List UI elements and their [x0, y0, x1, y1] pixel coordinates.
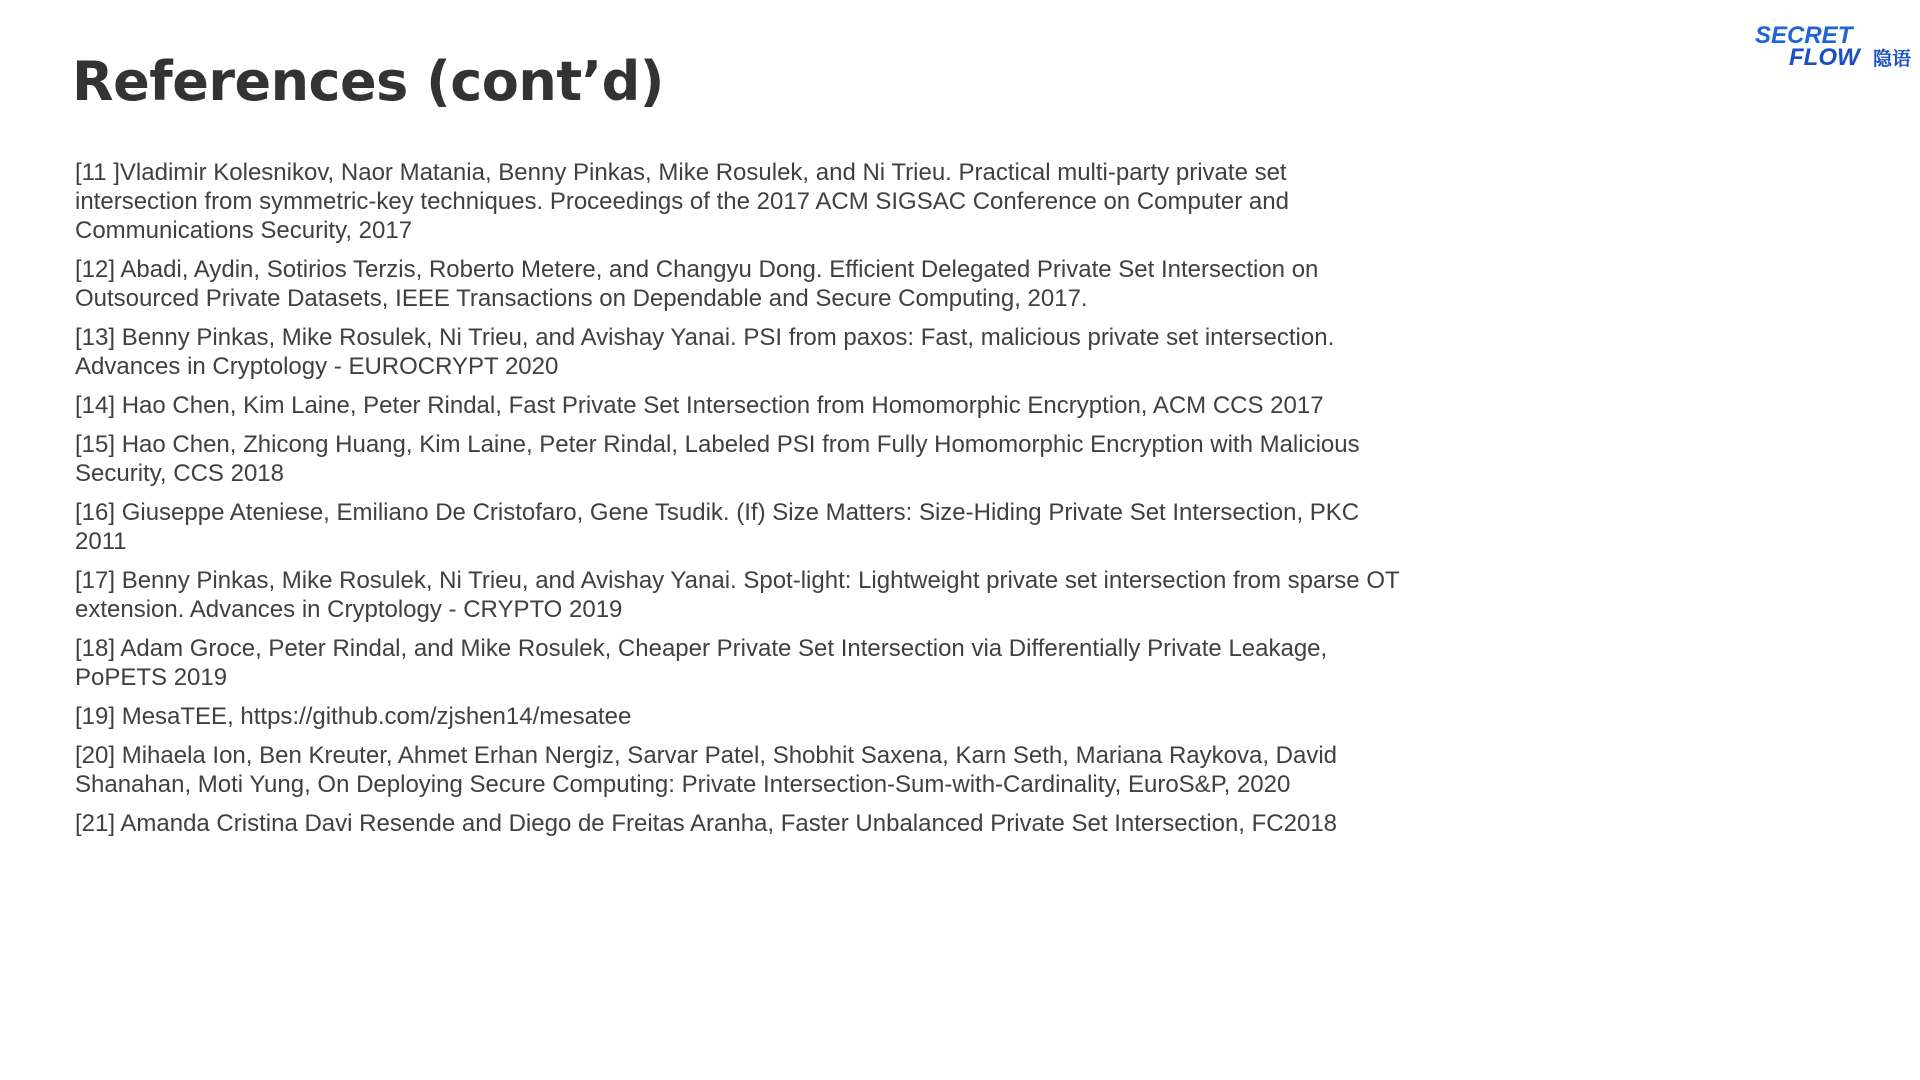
- reference-item: [12] Abadi, Aydin, Sotirios Terzis, Roberto Metere, and Changyu Dong. Efficient Delegated Private Set Intersection on Outsourced Private Datasets, IEEE Transactions on Dependable and Secure Computing, 2017.: [75, 256, 1319, 312]
- secretflow-logo: [1755, 24, 1915, 74]
- reference-item: [18] Adam Groce, Peter Rindal, and Mike Rosulek, Cheaper Private Set Intersection via Differentially Private Leakage, PoPETS 2019: [75, 635, 1328, 691]
- reference-item: [15] Hao Chen, Zhicong Huang, Kim Laine, Peter Rindal, Labeled PSI from Fully Homomorphic Encryption with Malicious Security, CCS 2018: [75, 431, 1360, 487]
- logo-text-flow: FLOW: [1789, 44, 1860, 71]
- logo-text-chinese: 隐语: [1873, 48, 1912, 70]
- reference-item: [21] Amanda Cristina Davi Resende and Diego de Freitas Aranha, Faster Unbalanced Private Set Intersection, FC2018: [75, 810, 1338, 837]
- reference-item: [16] Giuseppe Ateniese, Emiliano De Cristofaro, Gene Tsudik. (If) Size Matters: Size-Hiding Private Set Intersection, PKC 2011: [75, 499, 1360, 555]
- reference-item: [14] Hao Chen, Kim Laine, Peter Rindal, Fast Private Set Intersection from Homomorphic Encryption, ACM CCS 2017: [75, 392, 1324, 419]
- reference-item: [13] Benny Pinkas, Mike Rosulek, Ni Trieu, and Avishay Yanai. PSI from paxos: Fast, malicious private set intersection. Advances in Cryptology - EUROCRYPT 2020: [75, 324, 1335, 380]
- slide-title: References (cont’d): [72, 50, 664, 113]
- logo-text-secret: SECRET: [1755, 22, 1853, 49]
- reference-item: [17] Benny Pinkas, Mike Rosulek, Ni Trieu, and Avishay Yanai. Spot-light: Lightweight private set intersection from sparse OT extension. Advances in Cryptology - CRYPTO 2019: [75, 567, 1400, 623]
- reference-item: [19] MesaTEE, https://github.com/zjshen14/mesatee: [75, 703, 632, 730]
- reference-item: [11 ]Vladimir Kolesnikov, Naor Matania, Benny Pinkas, Mike Rosulek, and Ni Trieu. Practical multi-party private set intersection from symmetric-key techniques. Proceedings of the 2017 ACM SIGSAC Conference on Computer and Communications Security, 2017: [75, 159, 1289, 244]
- reference-list: [75, 158, 1405, 848]
- reference-item: [20] Mihaela Ion, Ben Kreuter, Ahmet Erhan Nergiz, Sarvar Patel, Shobhit Saxena, Karn Seth, Mariana Raykova, David Shanahan, Moti Yung, On Deploying Secure Computing: Private Intersection-Sum-with-Cardinality, EuroS&P, 2020: [75, 742, 1338, 798]
